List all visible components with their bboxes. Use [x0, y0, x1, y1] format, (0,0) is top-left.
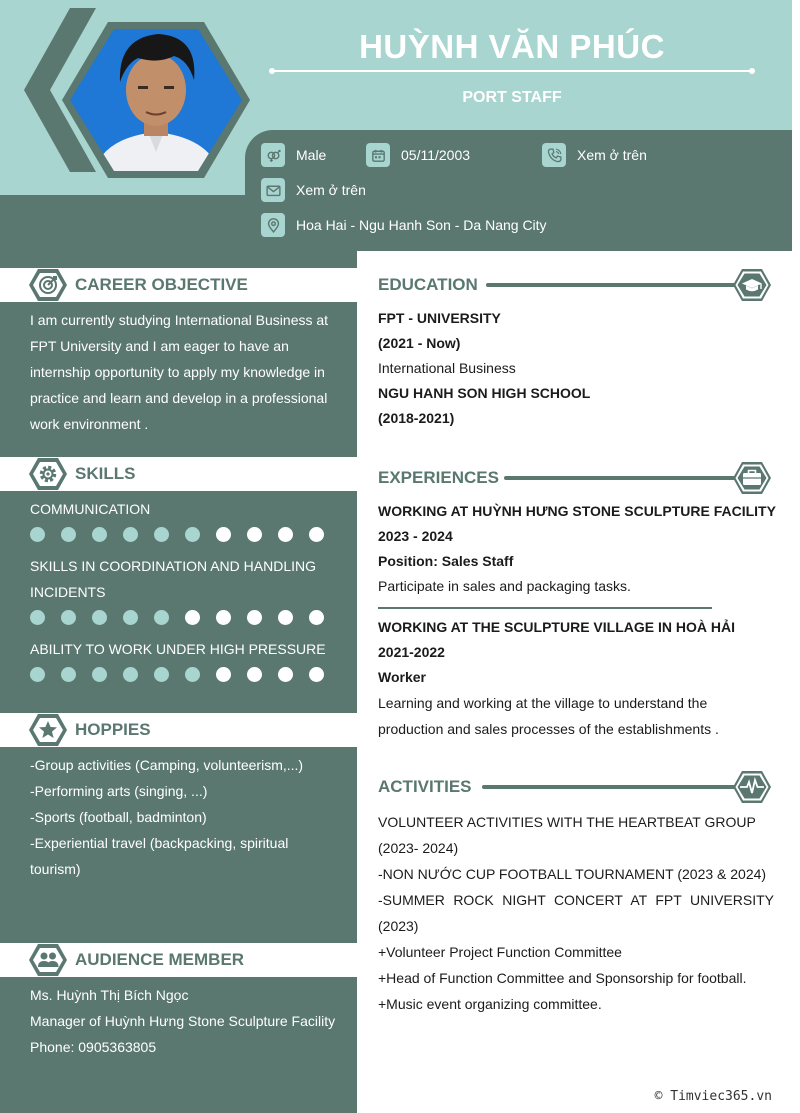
hobby-item: -Experiential travel (backpacking, spiritual tourism)	[30, 835, 289, 877]
activity-line: (2023- 2024)	[378, 840, 459, 856]
skill-dot-filled	[92, 610, 107, 625]
experience-period: 2023 - 2024	[378, 528, 453, 544]
skill-dot-filled	[61, 667, 76, 682]
reference-title: AUDIENCE MEMBER	[75, 950, 245, 969]
skill-dot-filled	[92, 527, 107, 542]
experiences-rule	[504, 476, 740, 480]
education-school: NGU HANH SON HIGH SCHOOL	[378, 385, 591, 401]
skills-header	[0, 457, 357, 491]
briefcase-icon	[732, 461, 772, 495]
activity-line: +Head of Function Committee and Sponsorship for football.	[378, 970, 747, 986]
experience-position: Worker	[378, 669, 426, 685]
hobbies-title: HOPPIES	[75, 720, 151, 739]
hobby-item: -Performing arts (singing, ...)	[30, 783, 208, 799]
skill-rating	[30, 610, 324, 625]
heartbeat-icon	[732, 770, 772, 804]
activity-line: VOLUNTEER ACTIVITIES WITH THE HEARTBEAT GROUP	[378, 814, 756, 830]
skill-dot-filled	[61, 527, 76, 542]
skill-dot-empty	[278, 610, 293, 625]
reference-phone: Phone: 0905363805	[30, 1039, 157, 1055]
phone-icon	[542, 143, 566, 167]
skill-dot-empty	[216, 527, 231, 542]
education-rule	[486, 283, 740, 287]
experience-company: WORKING AT THE SCULPTURE VILLAGE IN HOÀ HẢI	[378, 619, 735, 635]
skill-dot-empty	[216, 610, 231, 625]
contact-birthday	[366, 143, 470, 167]
activity-line: +Volunteer Project Function Committee	[378, 944, 622, 960]
skill-dot-empty	[278, 667, 293, 682]
experience-description: Learning and working at the village to understand the production and sales processes of the establishments .	[378, 695, 719, 737]
skill-dot-filled	[123, 667, 138, 682]
skill-dot-empty	[247, 667, 262, 682]
skill-dot-filled	[30, 527, 45, 542]
profile-photo	[62, 20, 250, 180]
education-details	[378, 306, 778, 431]
experience-item	[378, 499, 778, 599]
address-value: Hoa Hai - Ngu Hanh Son - Da Nang City	[296, 217, 547, 233]
right-margin	[792, 0, 800, 1113]
gender-icon	[261, 143, 285, 167]
skill-dot-filled	[154, 667, 169, 682]
gender-value: Male	[296, 147, 327, 163]
skill-rating	[30, 667, 324, 682]
activity-line: -NON NƯỚC CUP FOOTBALL TOURNAMENT (2023 & 2024)	[378, 866, 767, 882]
hobby-item: -Group activities (Camping, volunteerism,...)	[30, 757, 304, 773]
career-objective-text: I am currently studying International Business at FPT University and I am eager to have an internship opportunity to apply my knowledge in practice and learn and develop in a professional work environment .	[30, 312, 329, 432]
skill-dot-filled	[30, 667, 45, 682]
education-title: EDUCATION	[378, 275, 478, 294]
skill-label: ABILITY TO WORK UNDER HIGH PRESSURE	[30, 641, 326, 657]
reference-details	[30, 982, 340, 1060]
location-pin-icon	[261, 213, 285, 237]
skill-dot-empty	[278, 527, 293, 542]
skill-dot-filled	[123, 610, 138, 625]
reference-header	[0, 943, 357, 977]
skill-dot-filled	[154, 610, 169, 625]
candidate-name: HUỲNH VĂN PHÚC	[359, 28, 665, 65]
contact-address	[261, 213, 547, 237]
experience-item	[378, 615, 778, 742]
skills-title: SKILLS	[75, 464, 136, 483]
skill-dot-filled	[185, 667, 200, 682]
activities-title: ACTIVITIES	[378, 777, 472, 796]
experiences-header	[378, 461, 772, 495]
skill-rating	[30, 527, 324, 542]
name-underline	[272, 70, 752, 72]
career-objective-title: CAREER OBJECTIVE	[75, 275, 248, 294]
email-value: Xem ở trên	[296, 182, 366, 198]
experience-position: Position: Sales Staff	[378, 553, 514, 569]
education-period: (2021 - Now)	[378, 335, 461, 351]
activities-rule	[482, 785, 740, 789]
skill-label: SKILLS IN COORDINATION AND HANDLING INCIDENTS	[30, 558, 317, 600]
contact-email	[261, 178, 366, 202]
skill-dot-filled	[30, 610, 45, 625]
contact-phone	[542, 143, 647, 167]
career-objective-header	[0, 268, 357, 302]
skill-dot-empty	[247, 610, 262, 625]
skill-dot-empty	[185, 610, 200, 625]
copyright: © Timviec365.vn	[654, 1089, 772, 1104]
hobby-item: -Sports (football, badminton)	[30, 809, 207, 825]
reference-position: Manager of Huỳnh Hưng Stone Sculpture Facility	[30, 1013, 336, 1029]
experiences-title: EXPERIENCES	[378, 468, 499, 487]
skill-dot-empty	[216, 667, 231, 682]
activity-line: +Music event organizing committee.	[378, 996, 602, 1012]
experience-company: WORKING AT HUỲNH HƯNG STONE SCULPTURE FACILITY	[378, 503, 776, 519]
mail-icon	[261, 178, 285, 202]
education-period: (2018-2021)	[378, 410, 455, 426]
education-header	[378, 268, 772, 302]
skill-dot-empty	[309, 667, 324, 682]
experience-period: 2021-2022	[378, 644, 445, 660]
hobbies-list	[30, 752, 340, 882]
skill-label: COMMUNICATION	[30, 501, 151, 517]
phone-value: Xem ở trên	[577, 147, 647, 163]
hobbies-header	[0, 713, 357, 747]
graduation-cap-icon	[732, 268, 772, 302]
skill-dot-filled	[92, 667, 107, 682]
education-major: International Business	[378, 360, 516, 376]
skill-dot-filled	[123, 527, 138, 542]
avatar	[62, 20, 250, 180]
star-icon	[28, 713, 68, 747]
activities-list	[378, 809, 774, 1017]
reference-name: Ms. Huỳnh Thị Bích Ngọc	[30, 987, 189, 1003]
contact-gender	[261, 143, 326, 167]
target-icon	[28, 268, 68, 302]
birthday-value: 05/11/2003	[401, 147, 471, 163]
experience-description: Participate in sales and packaging tasks.	[378, 578, 631, 594]
skill-dot-empty	[309, 610, 324, 625]
activity-line: -SUMMER ROCK NIGHT CONCERT AT FPT UNIVERSITY (2023)	[378, 892, 774, 934]
people-icon	[28, 943, 68, 977]
calendar-icon	[366, 143, 390, 167]
skill-dot-filled	[61, 610, 76, 625]
skill-dot-filled	[185, 527, 200, 542]
gear-icon	[28, 457, 68, 491]
experience-divider	[378, 607, 712, 609]
activities-header	[378, 770, 772, 804]
skill-dot-empty	[309, 527, 324, 542]
skill-dot-empty	[247, 527, 262, 542]
education-school: FPT - UNIVERSITY	[378, 310, 501, 326]
job-title: PORT STAFF	[462, 89, 562, 106]
skill-dot-filled	[154, 527, 169, 542]
